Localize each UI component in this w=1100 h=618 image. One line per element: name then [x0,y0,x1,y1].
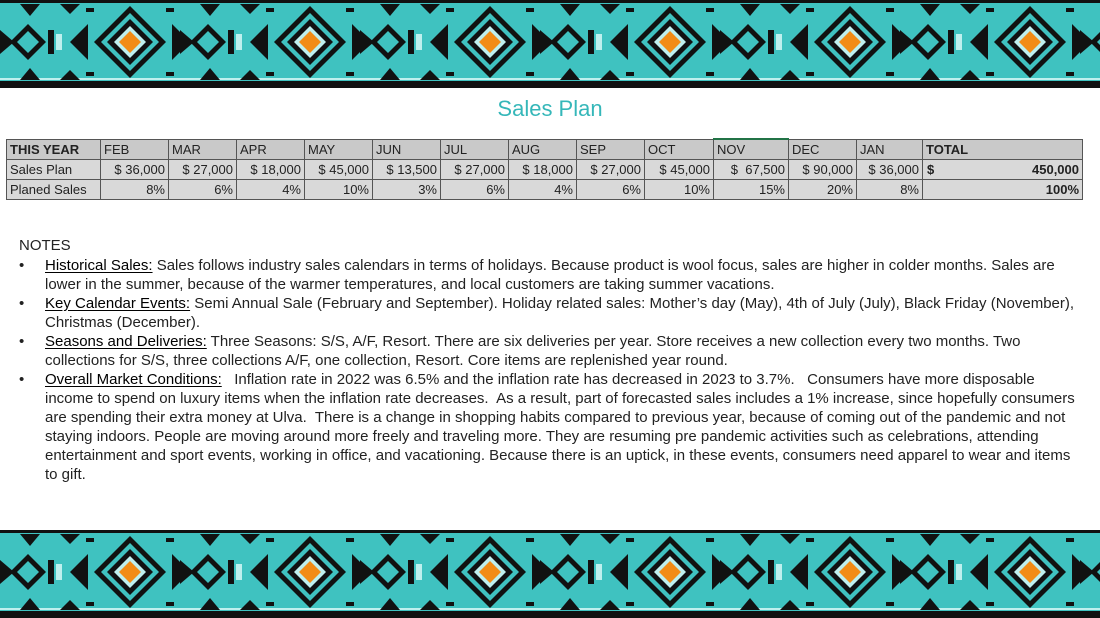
note-title: Historical Sales: [45,257,153,274]
month-header-jan[interactable]: JAN [857,139,923,160]
note-title: Seasons and Deliveries: [45,333,207,350]
table-cell[interactable]: $ 36,000 [857,160,923,180]
total-currency: $ [927,162,935,177]
month-header-may[interactable]: MAY [305,139,373,160]
note-text: Three Seasons: S/S, A/F, Resort. There are six deliveries per year. Store receives a new collection every two months. Two collections for S/S, three collections A/F, one collection, Resort. Core items are replenished year round. [45,333,1021,369]
table-cell[interactable]: 8% [857,180,923,200]
table-cell[interactable]: 6% [169,180,237,200]
table-cell[interactable]: $ 27,000 [169,160,237,180]
table-cell[interactable]: $ 13,500 [373,160,441,180]
total-value: 450,000 [1032,162,1079,177]
notes-section [19,236,1079,484]
table-cell[interactable]: $ 18,000 [509,160,577,180]
table-cell[interactable]: $ 45,000 [305,160,373,180]
month-header-dec[interactable]: DEC [789,139,857,160]
table-cell[interactable]: 15% [714,180,789,200]
month-header-oct[interactable]: OCT [645,139,714,160]
table-cell[interactable]: $ 27,000 [577,160,645,180]
table-cell[interactable]: $ 67,500 [714,160,789,180]
table-cell[interactable]: 8% [101,180,169,200]
table-header-row [7,139,1083,160]
note-text: Semi Annual Sale (February and September). Holiday related sales: Mother’s day (May), 4th of July (July), Black Friday (November), Christmas (December). [45,295,1075,331]
list-item [45,370,1079,484]
note-title: Overall Market Conditions: [45,371,222,388]
month-header-aug[interactable]: AUG [509,139,577,160]
list-item [45,256,1079,294]
table-cell[interactable]: 10% [305,180,373,200]
month-header-feb[interactable]: FEB [101,139,169,160]
table-cell[interactable]: 10% [645,180,714,200]
total-value: 100% [1045,182,1079,197]
page-title: Sales Plan [497,96,603,121]
notes-list [19,256,1079,484]
list-item [45,332,1079,370]
list-item [45,294,1079,332]
total-cell[interactable] [923,180,1083,200]
corner-header[interactable]: THIS YEAR [7,139,101,160]
note-title: Key Calendar Events: [45,295,191,312]
month-header-jul[interactable]: JUL [441,139,509,160]
table-cell[interactable]: $ 45,000 [645,160,714,180]
note-text: Sales follows industry sales calendars in terms of holidays. Because product is wool focus, sales are higher in colder months. Sales are lower in the summer, because of the warmer temperatures, and local customers are taking summer vacations. [45,257,1055,293]
decorative-pattern-band-bottom [0,530,1100,618]
row-label[interactable]: Planed Sales [7,180,101,200]
total-cell[interactable] [923,160,1083,180]
table-cell[interactable]: 20% [789,180,857,200]
month-header-mar[interactable]: MAR [169,139,237,160]
table-row-planed-sales [7,180,1083,200]
notes-heading: NOTES [19,237,71,254]
table-cell[interactable]: 4% [237,180,305,200]
month-header-apr[interactable]: APR [237,139,305,160]
month-header-nov[interactable]: NOV [714,139,789,160]
table-cell[interactable]: $ 90,000 [789,160,857,180]
month-header-sep[interactable]: SEP [577,139,645,160]
table-cell[interactable]: 3% [373,180,441,200]
decorative-pattern-band-top [0,0,1100,88]
total-header[interactable]: TOTAL [923,139,1083,160]
table-cell[interactable]: $ 18,000 [237,160,305,180]
note-text: Inflation rate in 2022 was 6.5% and the inflation rate has decreased in 2023 to 3.7%. Consumers have more disposable income to spend on luxury items when the inflation rate decreases. As a result, part of forecasted sales includes a 1% increase, since hopefully consumers are spending their extra money at Ulva. There is a change in shopping habits compared to previous year, because of coming out of the pandemic and not staying indoors. People are moving around more freely and traveling more. They are resuming pre pandemic activities such as celebrations, attending entertainment and sport events, working in office, and vacationing. Because there is an uptick, in these events, consumers need apparel to wear and items to gift. [45,371,1079,483]
table-cell[interactable]: $ 27,000 [441,160,509,180]
table-cell[interactable]: 6% [577,180,645,200]
row-label[interactable]: Sales Plan [7,160,101,180]
table-cell[interactable]: 4% [509,180,577,200]
table-cell[interactable]: 6% [441,180,509,200]
sales-plan-table [6,138,1083,200]
table-cell[interactable]: $ 36,000 [101,160,169,180]
month-header-jun[interactable]: JUN [373,139,441,160]
table-row-sales-plan [7,160,1083,180]
